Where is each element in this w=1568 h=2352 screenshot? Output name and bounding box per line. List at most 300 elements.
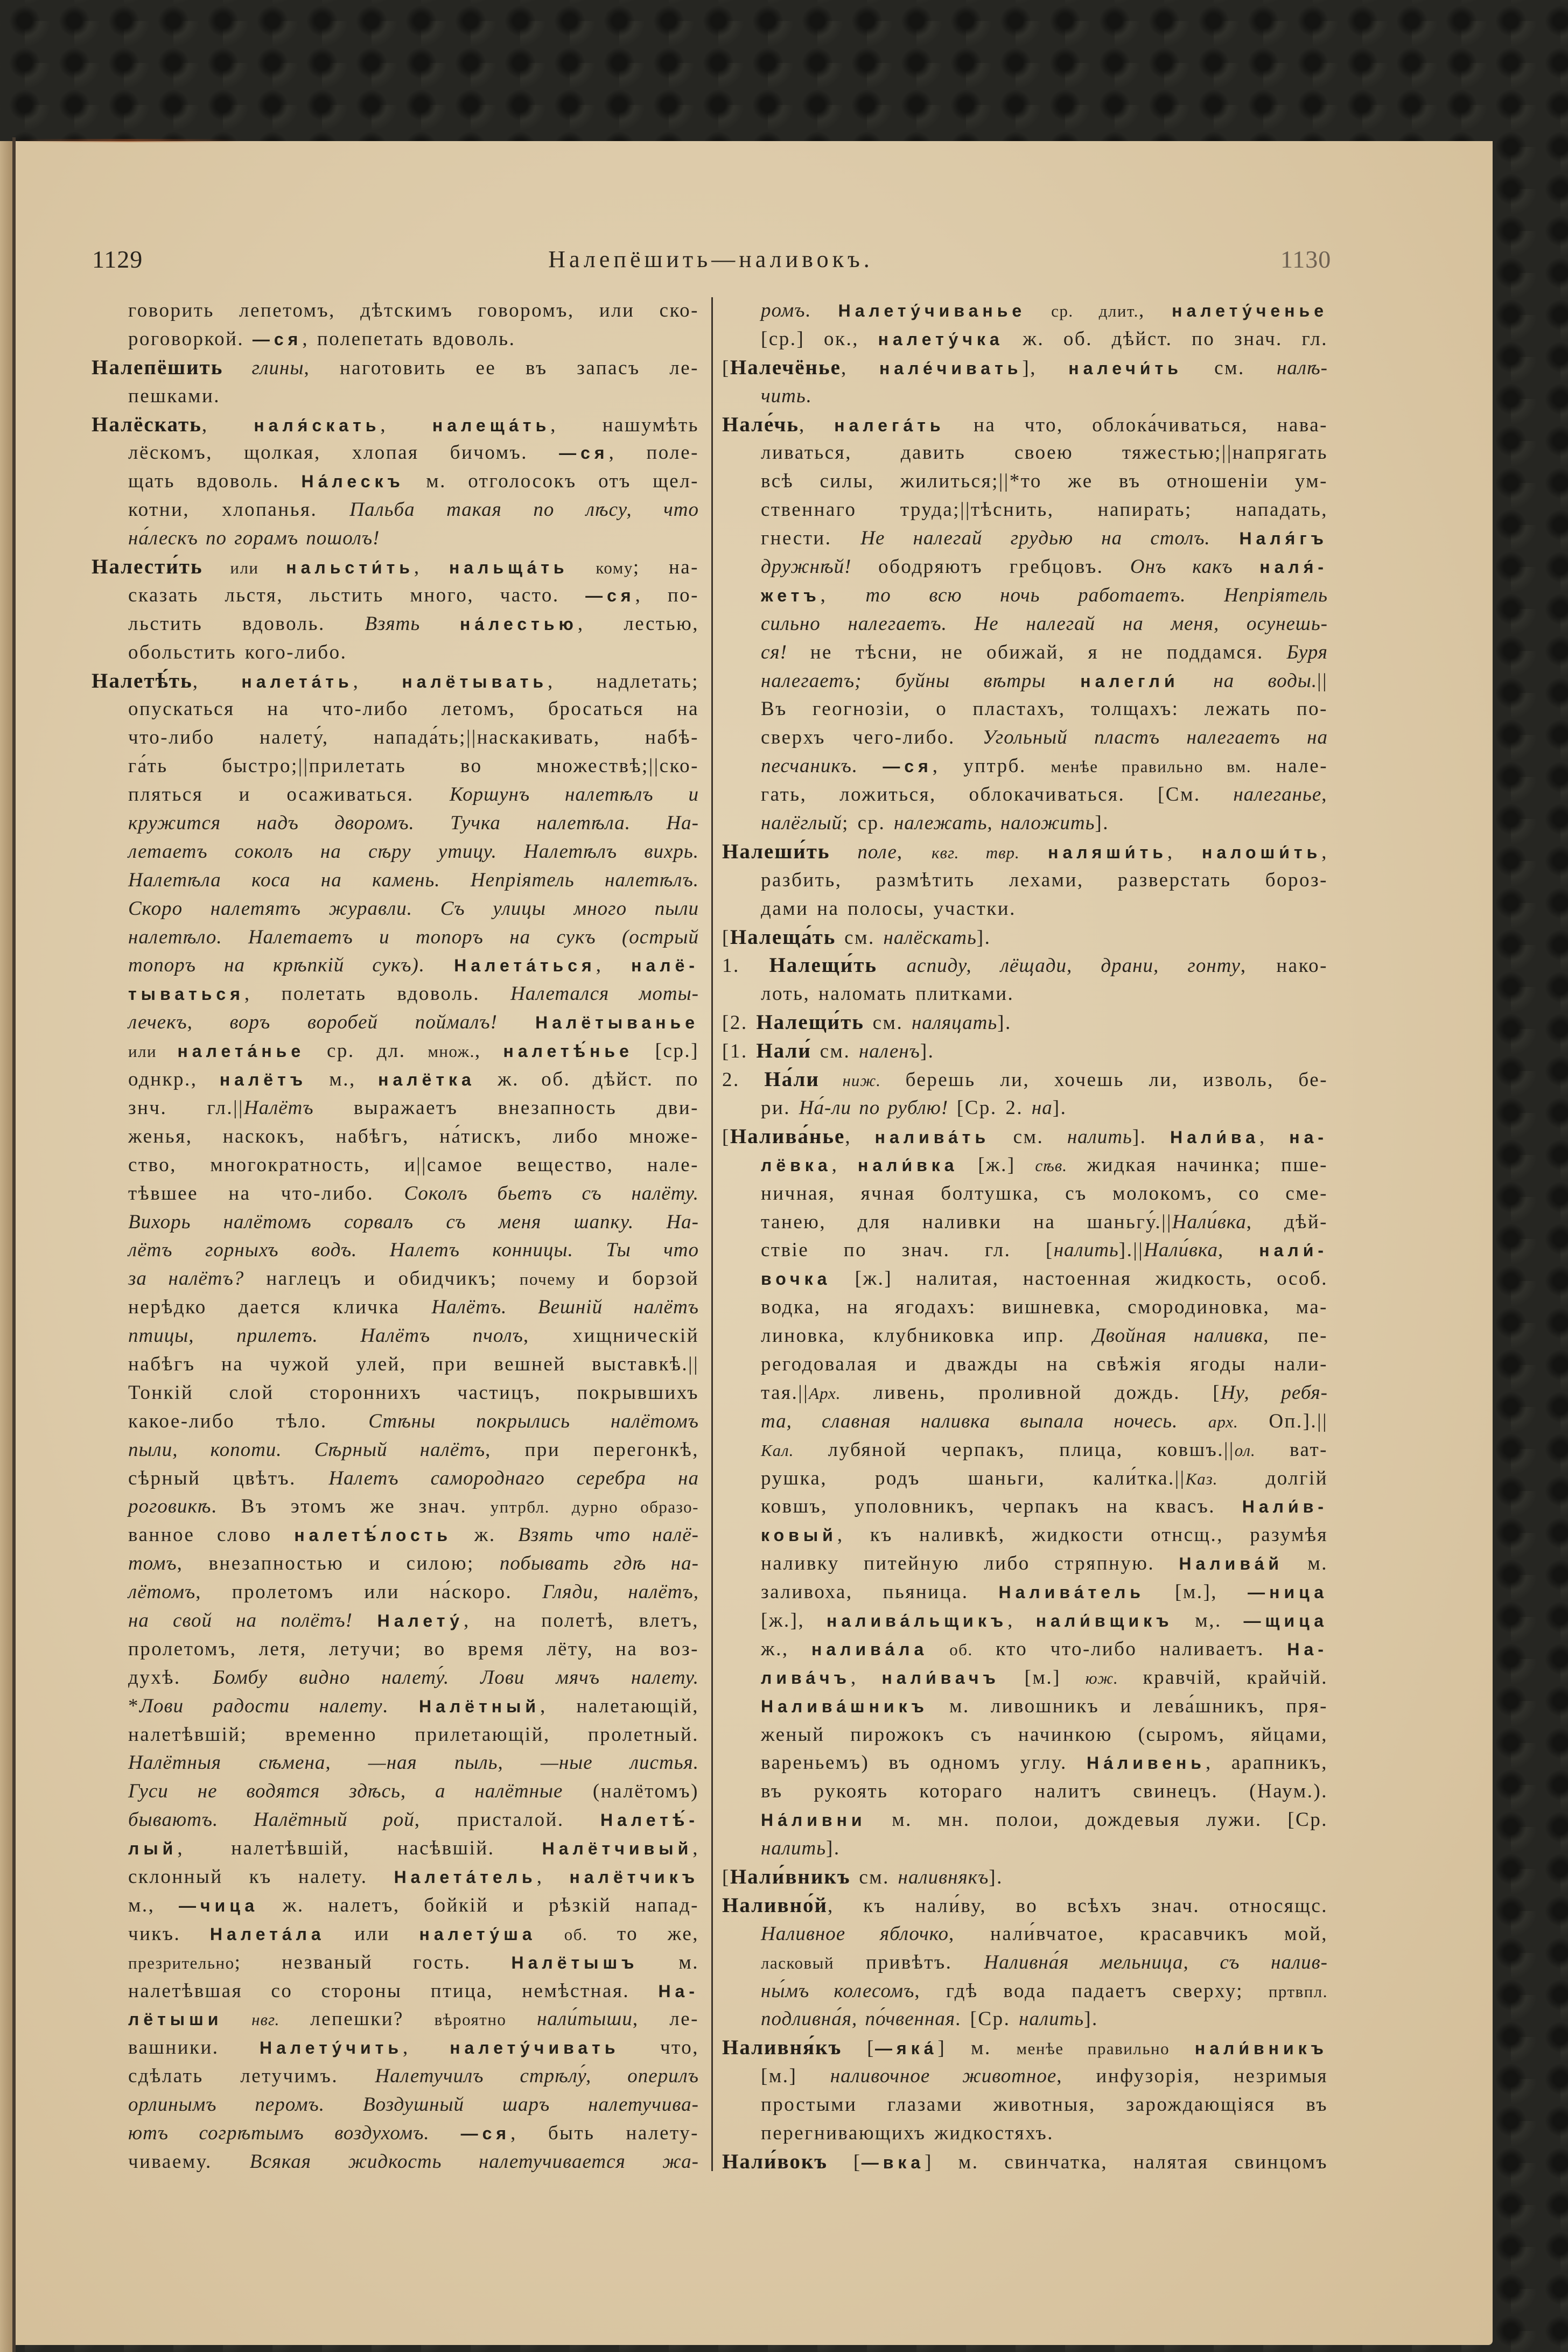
spaced-headword: налега́ть	[834, 415, 945, 435]
definition-text: ,	[1217, 1239, 1259, 1262]
entry-line	[92, 1863, 699, 1892]
definition-text: *	[128, 1695, 139, 1717]
definition-text: или	[325, 1922, 419, 1945]
definition-text: [1.	[722, 1040, 757, 1063]
headword: Налеши́ть	[722, 839, 830, 863]
definition-text: , по-	[635, 584, 699, 606]
spaced-headword: налё-	[631, 956, 699, 976]
definition-text: налетѣвшая со стороны птица, немѣстная.	[128, 1979, 659, 2002]
definition-text: всѣ силы, жилиться;||*то же въ отношеніи ум-	[761, 470, 1328, 493]
italic-text: Онъ какъ	[1130, 556, 1233, 578]
entry-line	[92, 1892, 699, 1920]
entry-line	[722, 1521, 1328, 1550]
italic-text: Налетъ самороднаго серебра на	[328, 1467, 699, 1489]
definition-text: пешками.	[128, 384, 221, 407]
definition-text: сверхъ чего-либо.	[761, 726, 983, 749]
definition-text	[1170, 2037, 1195, 2059]
italic-text: налетѣло. Налетаетъ и топоръ на сукъ (острый	[128, 926, 699, 948]
spaced-headword: Налётышъ	[511, 1952, 639, 1972]
entry-line	[722, 1721, 1328, 1749]
definition-text: [	[722, 1866, 730, 1888]
entry-line	[722, 1578, 1328, 1607]
spaced-headword: —чица	[179, 1895, 259, 1915]
definition-text: ,	[1007, 1609, 1036, 1632]
italic-text: бываютъ. Налётный рой	[128, 1809, 415, 1831]
entry-line	[92, 980, 699, 1009]
spaced-headword: —ся	[585, 585, 635, 605]
entry-line	[722, 1180, 1328, 1208]
definition-text: рушка, родъ шаньги, кали́тка.||	[761, 1467, 1186, 1489]
italic-text: налеганье	[1233, 783, 1322, 806]
italic-text: лётъ горныхъ водъ. Налетъ конницы. Ты что	[128, 1239, 699, 1262]
definition-text: , налетѣвшій, насѣвшій.	[177, 1837, 542, 1860]
spaced-headword: налечи́ть	[1068, 358, 1182, 378]
definition-text: [ж.]	[958, 1153, 1035, 1176]
running-title: Налепёшить—наливокъ.	[548, 246, 873, 272]
definition-text: духѣ.	[128, 1666, 213, 1689]
spaced-headword: На́ливни	[761, 1810, 866, 1830]
italic-text: Бомбу видно налету́. Лови мячъ налету.	[213, 1666, 699, 1689]
entry-line	[92, 951, 699, 980]
entry-line	[92, 1208, 699, 1237]
entry-line	[722, 1920, 1328, 1949]
definition-text	[353, 1609, 377, 1632]
italic-text: Взять что налё-	[518, 1524, 699, 1546]
italic-text: лечекъ, воръ воробей поймалъ!	[128, 1011, 498, 1034]
definition-text: вареньемъ) въ одномъ углу.	[761, 1752, 1087, 1774]
spaced-headword: налегли́	[1080, 671, 1179, 691]
definition-text: , полетать вдоволь.	[244, 983, 511, 1005]
definition-text: линовка, клубниковка ипр.	[761, 1325, 1093, 1347]
entry-line	[722, 524, 1328, 553]
entry-line	[92, 1236, 699, 1265]
definition-text: [2.	[722, 1012, 757, 1034]
small-text: или	[128, 1042, 178, 1061]
definition-text: , къ нали́ву, во всѣхъ знач. относящс.	[828, 1894, 1328, 1917]
definition-text: то же,	[587, 1922, 699, 1945]
definition-text: роговоркой.	[128, 327, 253, 350]
definition-text: ж. об. дѣйст. по знач. гл.	[1003, 327, 1328, 350]
definition-text: кравчій, крайчій.	[1118, 1666, 1328, 1689]
spaced-headword: нали́вка	[857, 1155, 958, 1175]
definition-text: , инфузорія, незримыя	[1056, 2065, 1328, 2088]
italic-text: Соколъ бьетъ съ налёту.	[404, 1182, 699, 1205]
italic-text: налёскать	[883, 926, 977, 949]
entry-first-line	[92, 667, 699, 696]
headword: Налечёнье	[730, 355, 841, 379]
spaced-headword: налетѣ́лость	[294, 1525, 452, 1545]
entry-line	[92, 2005, 699, 2034]
spaced-headword: налету́ченье	[1172, 301, 1328, 320]
definition-text: знч. гл.||	[128, 1096, 244, 1119]
entry-line	[722, 1692, 1328, 1721]
spaced-headword: Налива́тель	[998, 1583, 1145, 1602]
definition-text: ,	[403, 2036, 450, 2059]
definition-text: м.	[1283, 1552, 1328, 1575]
entry-line	[92, 695, 699, 724]
entry-line	[92, 1977, 699, 2006]
definition-text	[1178, 1410, 1208, 1432]
entry-line	[92, 2091, 699, 2119]
definition-text: сѣрный цвѣтъ.	[128, 1467, 329, 1489]
definition-text: ободряютъ гребцовъ.	[851, 556, 1130, 578]
definition-text: ,	[850, 1666, 882, 1689]
definition-text: [м.]	[999, 1666, 1086, 1689]
entry-line	[92, 1293, 699, 1322]
spaced-headword: Налета́тель	[394, 1867, 537, 1887]
entry-line	[92, 467, 699, 496]
italic-text: На́-ли по рублю!	[799, 1096, 949, 1119]
definition-text: ].	[1132, 1125, 1170, 1148]
entry-line	[92, 2148, 699, 2176]
definition-text: ] м. свинчатка, налятая свинцомъ	[925, 2151, 1328, 2173]
spaced-headword: Налетѣ́-	[600, 1810, 699, 1830]
entry-line	[722, 639, 1328, 667]
definition-text: м,.	[1173, 1609, 1244, 1632]
italic-text: Скоро налетятъ журавли. Съ улицы много пыли	[128, 897, 699, 920]
definition-text: дами на полосы, участки.	[761, 897, 1016, 920]
italic-text: Налётъ. Вешній налётъ	[431, 1296, 699, 1319]
entry-line	[722, 2091, 1328, 2119]
headword: Налетѣ́ть	[92, 669, 193, 692]
definition-text: тѣвшее на что-либо.	[128, 1182, 404, 1205]
spaced-headword: нали́вщикъ	[1035, 1611, 1173, 1630]
italic-text: дружнѣй!	[761, 556, 852, 578]
italic-text: сильно налегаетъ. Не налегай на меня, осунешь-	[761, 612, 1328, 635]
spaced-headword: На́лескъ	[301, 472, 404, 492]
definition-text: чиваему.	[128, 2150, 250, 2173]
italic-text: Буря	[1286, 641, 1328, 663]
definition-text: ,	[692, 1837, 699, 1860]
entry-line	[722, 1550, 1328, 1578]
entry-line	[92, 1123, 699, 1151]
definition-text	[1179, 670, 1214, 692]
entry-line	[92, 781, 699, 809]
definition-text: ,	[380, 414, 432, 436]
definition-text: ство, многократность, и||самое вещество, нале-	[128, 1153, 699, 1176]
small-text: почему	[519, 1270, 576, 1289]
headword: Нали́вокъ	[722, 2150, 828, 2173]
definition-text: тая.||	[761, 1381, 809, 1404]
entry-first-line	[722, 1066, 1328, 1094]
definition-text: ; на-	[633, 556, 699, 579]
entry-first-line	[92, 411, 699, 439]
entry-line	[92, 895, 699, 923]
entry-line	[92, 297, 699, 325]
definition-text: перегнивающихъ жидкостяхъ.	[761, 2122, 1054, 2144]
definition-text: , при перегонкѣ,	[485, 1438, 699, 1461]
definition-text: .	[382, 1695, 419, 1717]
entry-line	[722, 781, 1328, 809]
entry-line	[722, 325, 1328, 354]
spaced-headword: нали́-	[1259, 1241, 1328, 1261]
entry-line	[722, 1806, 1328, 1835]
entry-line	[92, 1806, 699, 1835]
definition-text: что,	[619, 2036, 699, 2059]
entry-line	[722, 752, 1328, 781]
spaced-headword: налету́чивать	[450, 2038, 620, 2058]
headword: Нали́вникъ	[730, 1865, 851, 1888]
definition-text: нале-	[1251, 755, 1328, 778]
definition-text: , лестью,	[577, 612, 699, 635]
entry-line	[92, 610, 699, 639]
definition-text: см.	[864, 1012, 912, 1034]
entry-line	[92, 639, 699, 667]
entry-line	[92, 809, 699, 838]
italic-text: Налетался моты-	[510, 983, 699, 1005]
definition-text: , быть налету-	[510, 2122, 699, 2144]
entry-first-line	[722, 354, 1328, 382]
definition-text: простыми глазами животныя, зарождающіяся въ	[761, 2094, 1328, 2116]
spaced-headword: налива́льщикъ	[826, 1611, 1008, 1630]
italic-text: Двойная наливка	[1093, 1325, 1264, 1347]
definition-text: , на полетѣ, влетъ,	[464, 1609, 699, 1632]
spaced-headword: на́лестью	[459, 614, 578, 634]
definition-text: см.	[850, 1866, 898, 1888]
definition-text: ,	[1321, 783, 1328, 806]
right-column	[722, 297, 1328, 2176]
italic-text: аспиду, лёщади, драни, гонту	[906, 955, 1241, 977]
italic-text: Гуси не водятся здѣсь, а налётные	[128, 1780, 563, 1803]
spaced-headword: —вка	[861, 2152, 925, 2172]
definition-text: Въ геогнозіи, о пластахъ, толщахъ: лежать по-	[761, 698, 1328, 720]
definition-text	[420, 613, 460, 635]
small-text: об.	[928, 1640, 973, 1659]
entry-line	[92, 1009, 699, 1037]
definition-text: .	[851, 755, 883, 778]
definition-text: .	[806, 384, 813, 407]
entry-line	[722, 667, 1328, 696]
entry-first-line	[92, 354, 699, 382]
italic-text: летаетъ соколъ на сѣру утицу. Налетѣлъ вихрь.	[128, 840, 699, 863]
definition-text: ; незваный гость.	[234, 1951, 512, 1973]
definition-text	[506, 2008, 537, 2030]
definition-text: Тонкій слой стороннихъ частицъ, покрывшихъ	[128, 1381, 699, 1404]
region-abbreviation: сѣв.	[1035, 1156, 1067, 1175]
headword: Налепёшить	[92, 355, 223, 379]
definition-text	[1210, 527, 1240, 549]
italic-text: на	[1031, 1096, 1053, 1119]
entry-line	[92, 1180, 699, 1208]
definition-text: не тѣсни, не обижай, я не поддамся.	[787, 641, 1287, 663]
entry-line	[722, 980, 1328, 1009]
entry-line	[722, 1436, 1328, 1465]
small-text: об.	[536, 1924, 588, 1944]
spaced-headword: Налётчивый	[542, 1839, 693, 1859]
definition-text: м.,	[307, 1068, 379, 1091]
definition-text: ].	[989, 1866, 1003, 1888]
italic-text: ся!	[761, 641, 787, 663]
entry-line	[722, 1493, 1328, 1521]
entry-line	[92, 866, 699, 895]
definition-text: , нако-	[1240, 955, 1328, 977]
spaced-headword: Нали́ва	[1170, 1127, 1259, 1147]
definition-text: лёскомъ, щолкая, хлопая бичомъ.	[128, 442, 559, 464]
definition-text: регодовалая и дважды на свѣжія ягоды нали-	[761, 1353, 1328, 1375]
definition-text: ж.	[452, 1524, 519, 1546]
definition-text: , ле-	[632, 2008, 699, 2031]
spaced-headword: налета́ть	[241, 671, 353, 691]
region-abbreviation: Каз.	[1185, 1469, 1218, 1488]
italic-text: належать, наложить	[894, 812, 1095, 835]
definition-text: см.	[1182, 356, 1277, 379]
definition-text: ; ср.	[842, 812, 894, 835]
definition-text: . [Ср.	[955, 2008, 1019, 2031]
spaced-headword: На́ливень	[1086, 1753, 1206, 1773]
small-text: менѣе правильно вм.	[1051, 757, 1252, 776]
entry-line	[92, 1408, 699, 1436]
entry-line	[722, 582, 1328, 610]
spaced-headword: лива́чъ	[761, 1668, 851, 1688]
italic-text: Стѣны покрылись налётомъ	[368, 1410, 699, 1432]
definition-text: [	[828, 2151, 862, 2173]
spaced-headword: Налету́чиванье	[838, 301, 1026, 320]
definition-text: м. ливошникъ и лева́шникъ, пря-	[928, 1695, 1328, 1717]
definition-text: ственнаго труда;||тѣснить, напирать; нападать,	[761, 499, 1328, 521]
spaced-headword: налета́нье	[177, 1041, 305, 1061]
entry-first-line	[722, 1009, 1328, 1037]
definition-text: ничная, ячная болтушка, съ молокомъ, со сме-	[761, 1182, 1328, 1205]
spaced-headword: Налива́й	[1179, 1554, 1284, 1574]
small-text: ср. длит.	[1026, 302, 1139, 320]
definition-text: ,	[897, 841, 932, 863]
adjacent-page-edge	[0, 141, 12, 2352]
entry-line	[722, 1749, 1328, 1777]
italic-text: Наливное яблочко	[761, 1922, 949, 1945]
definition-text: льстить вдоволь.	[128, 612, 365, 635]
entry-line	[722, 1635, 1328, 1664]
spaced-headword: Наля́гъ	[1239, 529, 1328, 549]
spaced-headword: лый	[128, 1839, 178, 1859]
definition-text: , пе-	[1263, 1325, 1328, 1347]
italic-text: Угольный пластъ налегаетъ на	[982, 726, 1328, 749]
entry-line	[92, 752, 699, 781]
entry-first-line	[722, 923, 1328, 952]
definition-text: м. мн. полои, дождевыя лужи. [Ср.	[866, 1809, 1328, 1831]
italic-text: побывать гдѣ на-	[499, 1552, 699, 1575]
definition-text: [Ср. 2.	[948, 1096, 1032, 1119]
definition-text: ковшъ, уполовникъ, черпакъ на квасъ.	[761, 1495, 1242, 1518]
spaced-headword: нальсти́ть	[286, 558, 414, 578]
italic-text: кружится надъ дворомъ. Тучка налетѣла. На-	[128, 812, 699, 835]
headword: Налёскать	[92, 412, 202, 436]
spaced-headword: На-	[1287, 1639, 1328, 1659]
definition-text: долгій	[1217, 1467, 1328, 1489]
spaced-headword: налоши́ть	[1201, 842, 1322, 862]
italic-text: наленъ	[858, 1040, 920, 1063]
definition-text: гнести.	[761, 527, 861, 550]
italic-text: налегаетъ; буйны вѣтры	[761, 669, 1046, 692]
definition-text: , нали́вчатое, красавчикъ мой,	[949, 1922, 1328, 1945]
spaced-headword: Налета́ла	[209, 1924, 325, 1944]
entry-line	[722, 467, 1328, 496]
entry-line	[722, 1607, 1328, 1635]
entry-line	[92, 1578, 699, 1607]
italic-text: налѣ-	[1277, 356, 1328, 379]
spaced-headword: налётчикъ	[569, 1867, 699, 1887]
entry-line	[92, 439, 699, 467]
entry-line	[92, 923, 699, 952]
definition-text: сказать льстя, льстить много, часто.	[128, 584, 586, 606]
definition-text: лубяной черпакъ, плица, ковшъ.||	[794, 1438, 1235, 1461]
definition-text: ].	[1052, 1096, 1067, 1119]
entry-line	[722, 297, 1328, 325]
definition-text: [м.]	[761, 2065, 830, 2088]
definition-text: склонный къ налету.	[128, 1865, 394, 1888]
spaced-headword: —яка́	[874, 2039, 938, 2059]
entry-line	[722, 496, 1328, 524]
spaced-headword: Налета́ться	[454, 956, 596, 976]
entry-first-line	[722, 1863, 1328, 1892]
entry-line	[92, 1635, 699, 1664]
entry-first-line	[722, 2148, 1328, 2176]
definition-text: заливоха, пьяница.	[761, 1581, 999, 1604]
headword: Налеща́ть	[730, 925, 836, 949]
definition-text: ливень, проливной дождь. [	[841, 1381, 1221, 1404]
headword: Налещи́ть	[769, 954, 877, 977]
definition-text: , нашумѣть	[550, 414, 699, 436]
definition-text: , гдѣ вода падаетъ сверху;	[914, 1979, 1269, 2002]
entry-line	[92, 1835, 699, 1863]
entry-line	[722, 895, 1328, 923]
entry-line	[722, 724, 1328, 752]
definition-text: ,	[1259, 1125, 1290, 1148]
definition-text: кто что-либо наливаетъ.	[972, 1637, 1287, 1660]
definition-text: [ж.],	[761, 1609, 827, 1632]
definition-text: [ср.]	[633, 1040, 699, 1062]
definition-text: . Въ этомъ же знач.	[211, 1495, 491, 1518]
italic-text: налить	[1019, 2008, 1084, 2031]
spaced-headword: лётыши	[128, 2010, 223, 2029]
region-abbreviation: арх.	[1208, 1412, 1238, 1431]
definition-text: лепешки?	[279, 2008, 435, 2031]
spaced-headword: налива́ла	[811, 1639, 928, 1659]
italic-text: налить	[1053, 1239, 1119, 1262]
definition-text: ср. дл.	[305, 1040, 428, 1062]
definition-text: , присталой.	[414, 1809, 600, 1831]
entry-line	[92, 724, 699, 752]
italic-text: нали́тыши	[537, 2008, 633, 2031]
italic-text: роговикѣ	[128, 1495, 212, 1518]
spaced-headword: Нали́в-	[1242, 1497, 1328, 1517]
entry-line	[92, 325, 699, 354]
headword: Нале́чь	[722, 412, 800, 436]
italic-text: топоръ на крѣпкій сукъ)	[128, 954, 419, 977]
spaced-headword: Налётный	[419, 1696, 541, 1716]
region-abbreviation: ниж.	[819, 1071, 881, 1090]
spaced-headword: наля́-	[1259, 557, 1328, 577]
entry-line	[92, 1521, 699, 1550]
entry-line	[722, 1265, 1328, 1293]
definition-text: ,	[845, 1125, 875, 1148]
definition-text: ,	[831, 1153, 858, 1176]
definition-text: пролетомъ, летя, летучи; во время лёту, на воз-	[128, 1637, 699, 1660]
entry-first-line	[722, 1123, 1328, 1151]
italic-text: Нали́вка	[1144, 1239, 1218, 1262]
italic-text: Налётныя сѣмена, —ная пыль, —ные листья.	[128, 1752, 699, 1774]
definition-text: ],	[1022, 356, 1069, 379]
definition-text	[430, 2122, 461, 2144]
spaced-headword: наляши́ть	[1048, 842, 1167, 862]
spaced-headword: —ся	[460, 2124, 511, 2143]
definition-text: ,	[201, 414, 254, 436]
entry-first-line	[722, 951, 1328, 980]
entry-line	[92, 1664, 699, 1692]
definition-text: ].	[920, 1040, 935, 1063]
definition-text: м.	[638, 1951, 699, 1973]
small-text: ласковый	[761, 1953, 835, 1972]
definition-text	[877, 955, 907, 977]
